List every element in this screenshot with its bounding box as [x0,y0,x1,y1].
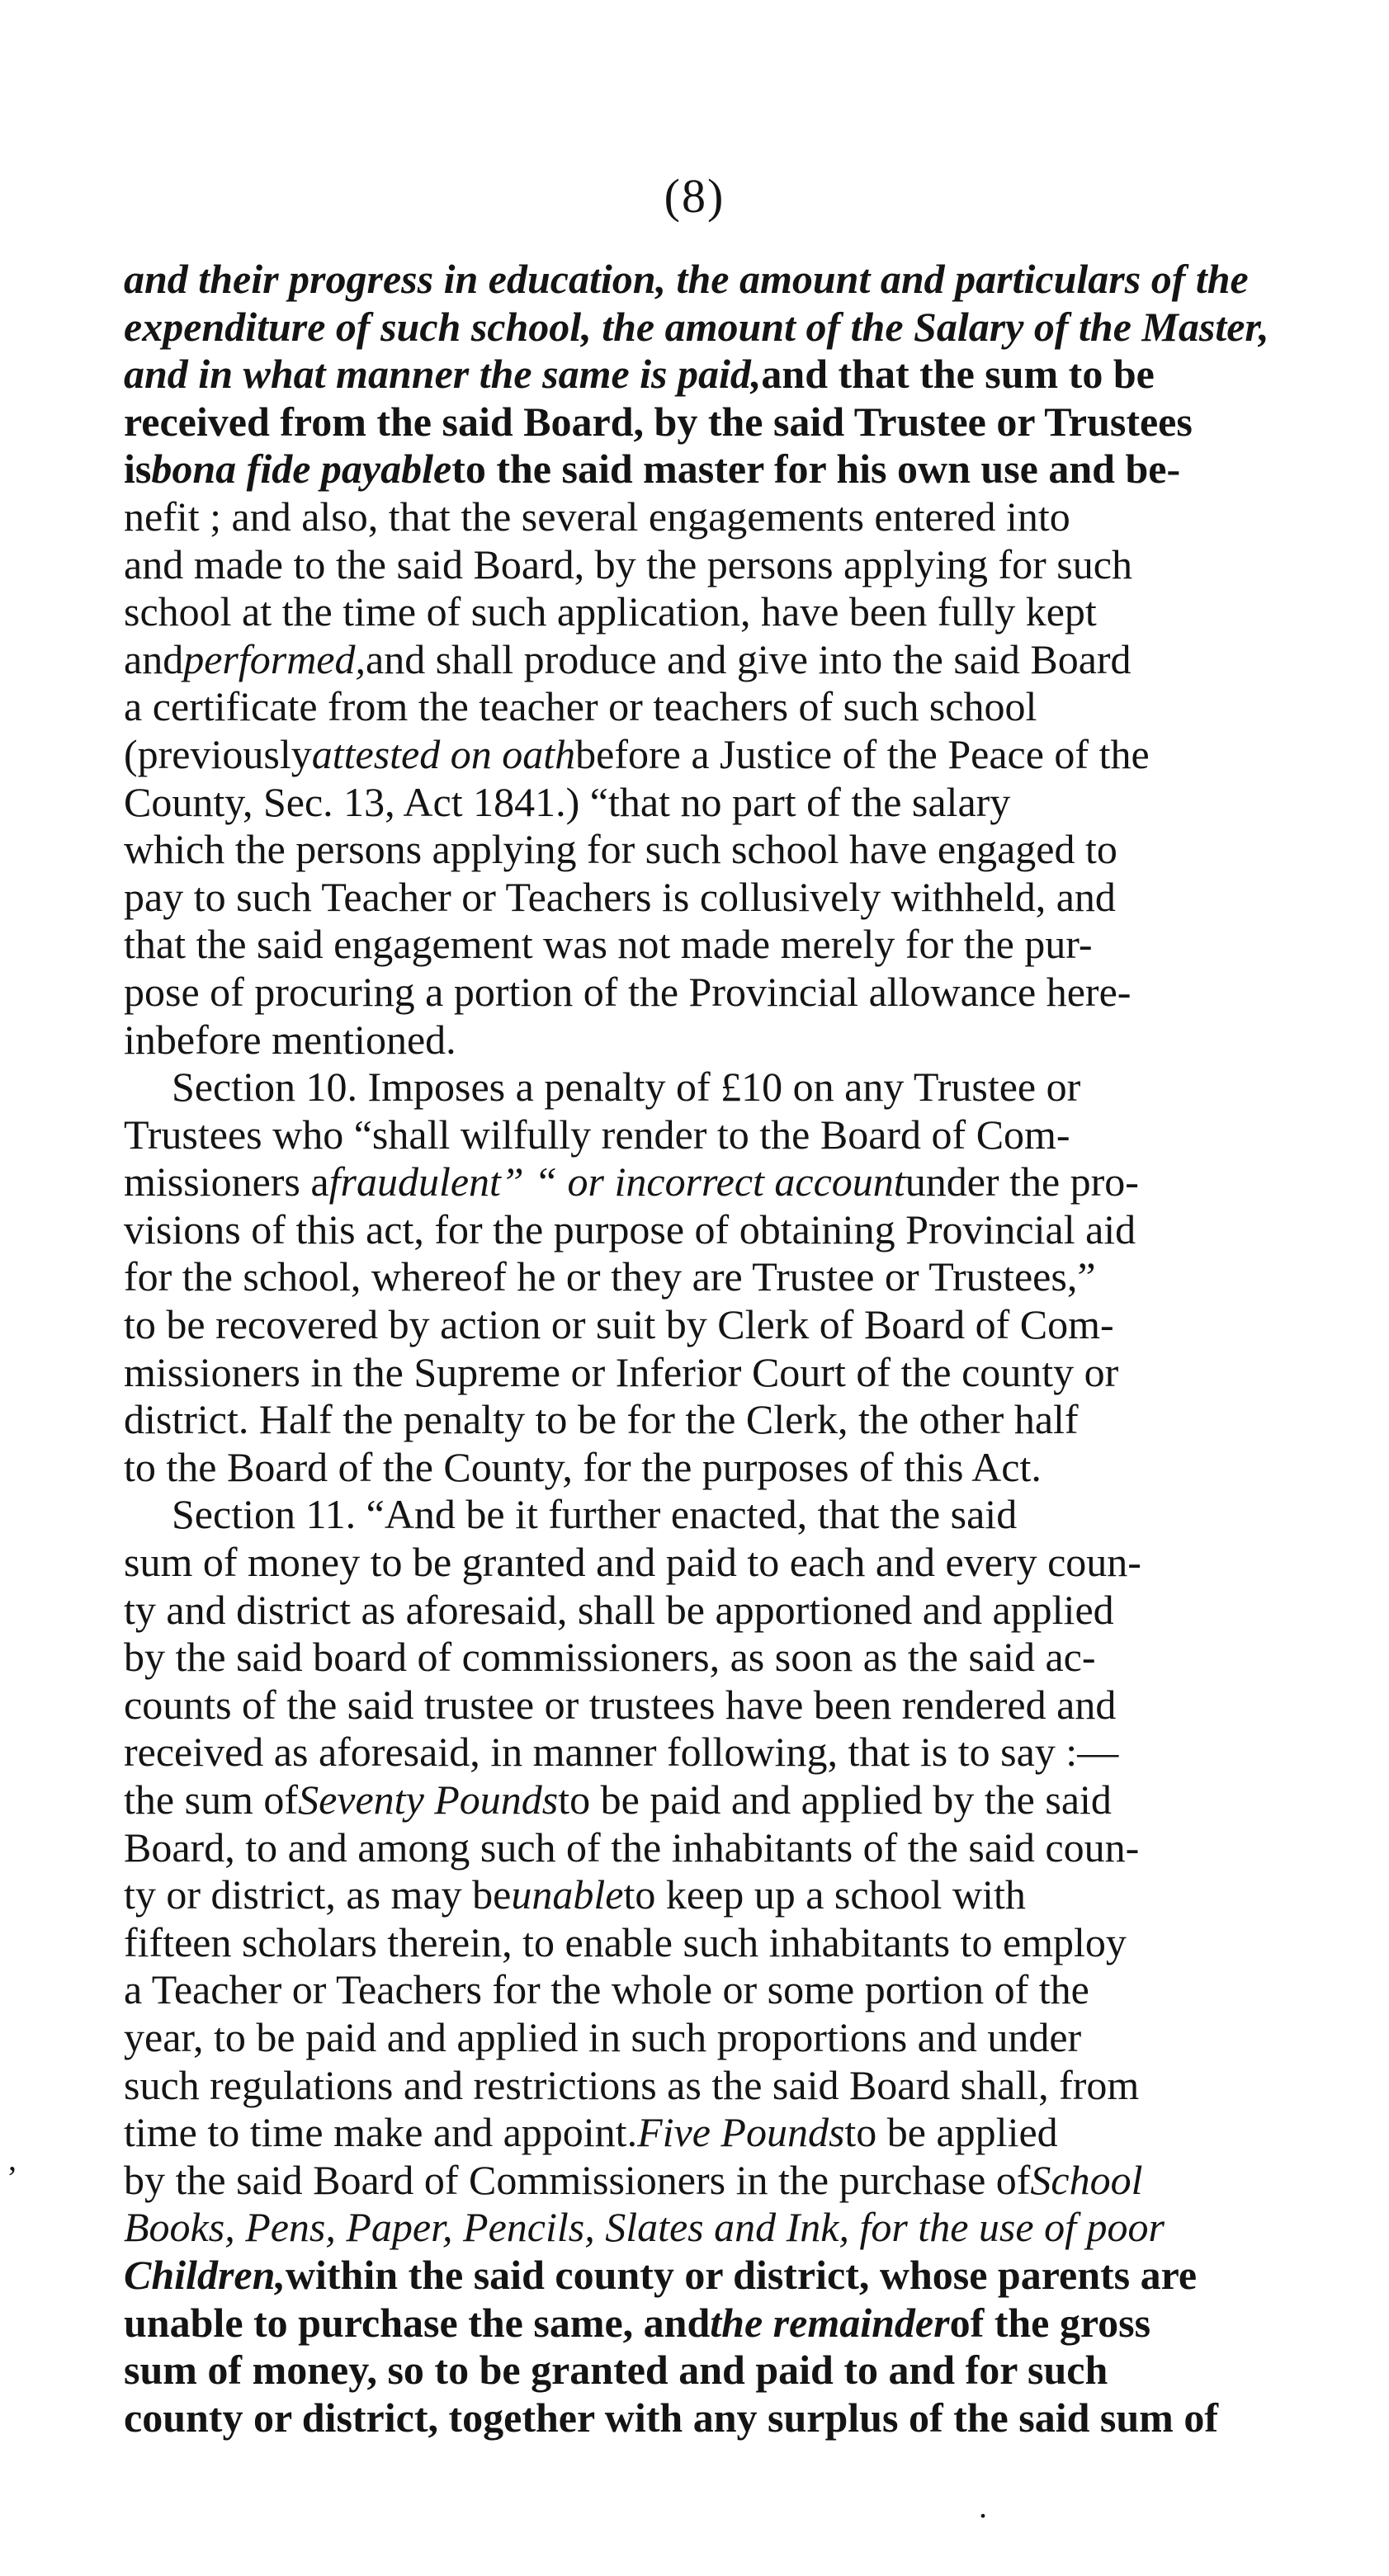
text-line: ty or district, as may beunableto keep up a school with [124,1871,1026,1918]
text-line: missioners afraudulent” “ or incorrect accountunder the pro- [124,1158,1139,1205]
bottom-mark: . [979,2488,987,2525]
text-line: which the persons applying for such school have engaged to [124,826,1117,873]
text-line: received from the said Board, by the said Trustee or Trustees [124,398,1193,445]
text-line: school at the time of such application, have been fully kept [124,588,1097,635]
text-line: andperformed,and shall produce and give into the said Board [124,635,1132,682]
text-line: Board, to and among such of the inhabitants of the said coun- [124,1823,1140,1871]
text-line: visions of this act, for the purpose of obtaining Provincial aid [124,1205,1136,1253]
margin-mark: ʼ [7,2159,18,2196]
text-line: nefit ; and also, that the several engagements entered into [124,493,1070,540]
body-text [124,256,1329,2442]
text-line: received as aforesaid, in manner following, that is to say :— [124,1729,1119,1776]
text-line: (previouslyattested on oathbefore a Justice of the Peace of the [124,730,1150,777]
text-line: for the school, whereof he or they are Trustee or Trustees,” [124,1253,1096,1300]
text-line: year, to be paid and applied in such proportions and under [124,2013,1082,2060]
text-line: Children,within the said county or district, whose parents are [124,2251,1198,2298]
text-line: County, Sec. 13, Act 1841.) “that no part of the salary [124,778,1011,825]
text-line: county or district, together with any surplus of the said sum of [124,2394,1218,2441]
text-line: a Teacher or Teachers for the whole or some portion of the [124,1966,1089,2013]
text-line: counts of the said trustee or trustees have been rendered and [124,1681,1117,1728]
text-line: time to time make and appoint.Five Poundsto be applied [124,2109,1058,2156]
text-line: by the said board of commissioners, as soon as the said ac- [124,1634,1096,1681]
text-line: a certificate from the teacher or teachers of such school [124,683,1037,730]
text-line: district. Half the penalty to be for the Clerk, the other half [124,1396,1079,1443]
text-line: to be recovered by action or suit by Clerk of Board of Com- [124,1301,1114,1348]
text-line: and made to the said Board, by the persons applying for such [124,540,1132,587]
text-line: ty and district as aforesaid, shall be apportioned and applied [124,1586,1114,1633]
text-line: such regulations and restrictions as the said Board shall, from [124,2061,1140,2108]
text-line: and in what manner the same is paid,and that the sum to be [124,351,1155,398]
text-line: inbefore mentioned. [124,1016,456,1063]
page-number: (8) [664,169,725,223]
text-line: and their progress in education, the amount and particulars of the [124,256,1249,302]
text-line: Books, Pens, Paper, Pencils, Slates and Ink, for the use of poor [124,2204,1165,2251]
text-line: Section 11. “And be it further enacted, that the said [172,1491,1018,1538]
text-line: pose of procuring a portion of the Provincial allowance here- [124,968,1132,1015]
text-line: expenditure of such school, the amount of the Salary of the Master, [124,303,1269,350]
text-line: pay to such Teacher or Teachers is collusively withheld, and [124,873,1116,920]
text-line: that the said engagement was not made merely for the pur- [124,921,1093,968]
text-line: fifteen scholars therein, to enable such inhabitants to employ [124,1918,1127,1965]
text-line: sum of money to be granted and paid to each and every coun- [124,1539,1141,1586]
text-line: Section 10. Imposes a penalty of £10 on any Trustee or [172,1064,1081,1111]
text-line: Trustees who “shall wilfully render to the Board of Com- [124,1111,1070,1158]
text-line: missioners in the Supreme or Inferior Court of the county or [124,1348,1119,1395]
text-line: the sum ofSeventy Poundsto be paid and applied by the said [124,1776,1112,1823]
text-line: isbona fide payableto the said master for his own use and be- [124,446,1181,493]
text-line: sum of money, so to be granted and paid to and for such [124,2347,1108,2394]
text-line: by the said Board of Commissioners in the purchase ofSchool [124,2156,1143,2203]
text-line: unable to purchase the same, andthe remainderof the gross [124,2299,1151,2346]
text-line: to the Board of the County, for the purposes of this Act. [124,1443,1042,1490]
